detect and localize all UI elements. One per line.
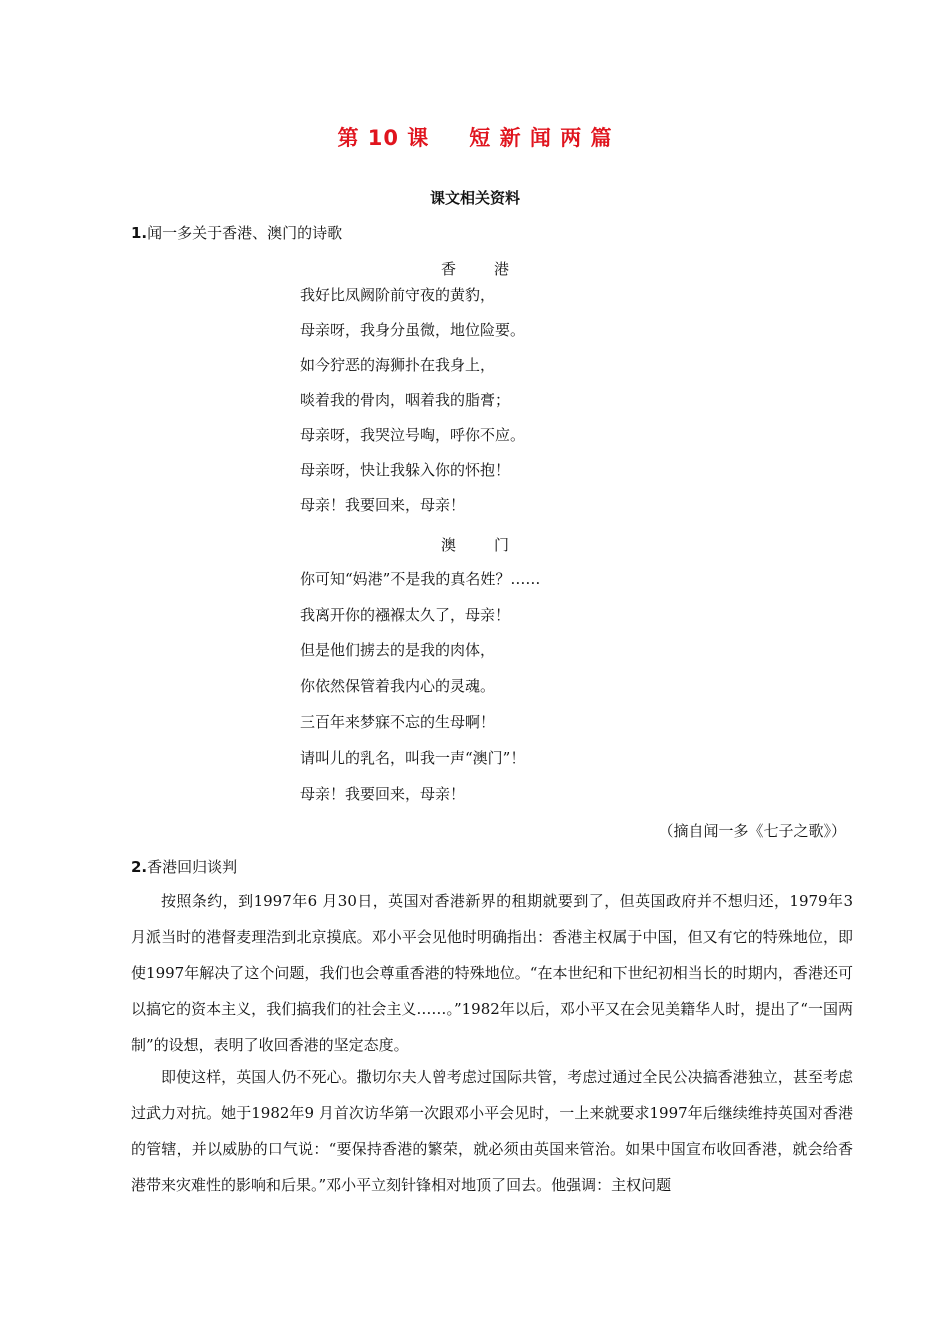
poem-line: 啖着我的骨肉，咽着我的脂膏； (300, 391, 511, 409)
poem-line: 如今狞恶的海狮扑在我身上， (300, 356, 496, 374)
poem-line: 母亲呀，快让我躲入你的怀抱！ (300, 461, 511, 479)
poem-line: 我离开你的襁褓太久了，母亲！ (300, 606, 511, 624)
lesson-number: 第 10 课 (337, 126, 430, 150)
poem-source: （摘自闻一多《七子之歌》） (658, 822, 846, 840)
lesson-name: 短 新 闻 两 篇 (469, 126, 613, 150)
section-1-text: 闻一多关于香港、澳门的诗歌 (147, 224, 343, 242)
paragraph: 按照条约，到1997年6 月30日，英国对香港新界的租期就要到了，但英国政府并不想归还，1979年3 月派当时的港督麦理浩到北京摸底。邓小平会见他时明确指出：香港主权属于中国，但又有它的特殊地位，即使1997年解决了这个问题，我们也会尊重香港的特殊地位。“在本世纪和下世纪初相当长的时期内，香港还可以搞它的资本主义，我们搞我们的社会主义……。”1982年以后，邓小平又在会见美籍华人时，提出了“一国两制”的设想，表明了收回香港的坚定态度。 (131, 892, 853, 1054)
paragraph: 即使这样，英国人仍不死心。撒切尔夫人曾考虑过国际共管，考虑过通过全民公决搞香港独立，甚至考虑过武力对抗。她于1982年9 月首次访华第一次跟邓小平会见时，一上来就要求1997年后继续维持英国对香港的管辖，并以威胁的口气说：“要保持香港的繁荣，就必须由英国来管治。如果中国宣布收回香港，就会给香港带来灾难性的影响和后果。”邓小平立刻针锋相对地顶了回去。他强调：主权问题 (131, 1068, 853, 1194)
poem-title-hongkong: 香 港 (440, 260, 510, 278)
poem-line: 我好比凤阙阶前守夜的黄豹， (300, 286, 496, 304)
section-subtitle: 课文相关资料 (429, 189, 520, 207)
section-1-number: 1. (131, 224, 148, 242)
poem-line: 母亲呀，我哭泣号啕，呼你不应。 (300, 426, 526, 444)
section-2-text: 香港回归谈判 (147, 858, 238, 876)
lesson-title (0, 122, 950, 152)
poem-line: 母亲呀，我身分虽微，地位险要。 (300, 321, 526, 339)
section-2-heading (131, 856, 237, 877)
poem-line: 母亲！我要回来，母亲！ (300, 496, 466, 514)
poem-title-macau: 澳 门 (440, 536, 510, 554)
poem-line: 请叫儿的乳名，叫我一声“澳门”！ (300, 749, 526, 767)
poem-line: 但是他们掳去的是我的肉体， (300, 641, 496, 659)
poem-line: 母亲！我要回来，母亲！ (300, 785, 466, 803)
section-1-heading (131, 222, 342, 243)
poem-line: 三百年来梦寐不忘的生母啊！ (300, 713, 496, 731)
poem-line: 你依然保管着我内心的灵魂。 (300, 677, 496, 695)
poem-line: 你可知“妈港”不是我的真名姓？…… (300, 570, 541, 588)
section-2-number: 2. (131, 858, 148, 876)
